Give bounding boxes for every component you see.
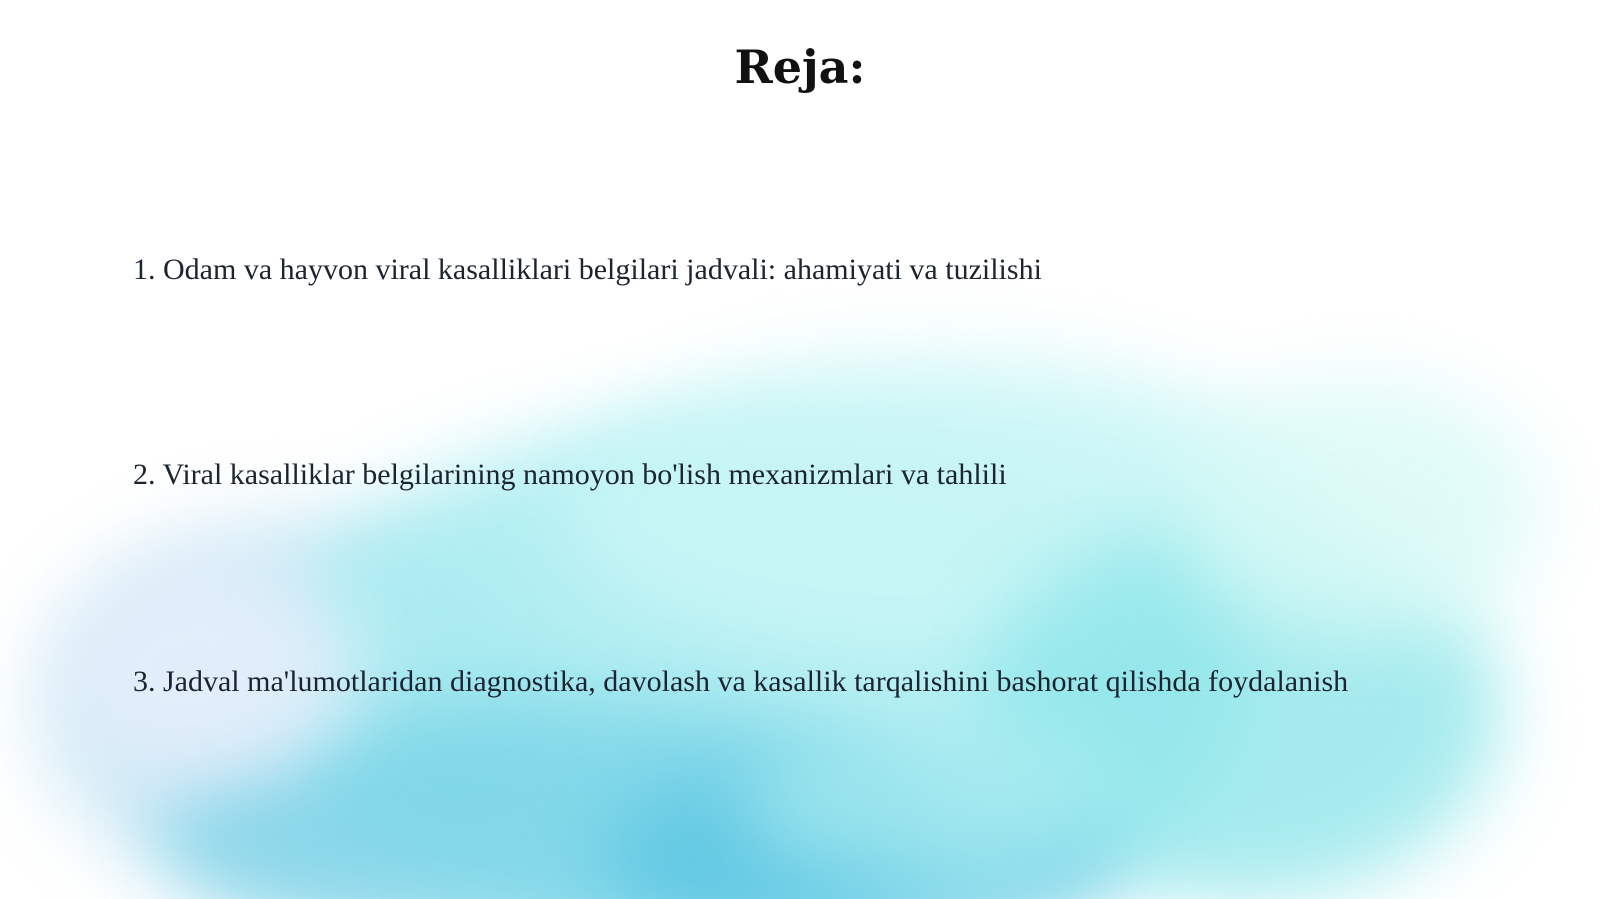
wash-blob <box>740 720 1120 880</box>
plan-item-2: 2. Viral kasalliklar belgilarining namoyon bo'lish mexanizmlari va tahlili <box>133 458 1007 491</box>
plan-item-3: 3. Jadval ma'lumotlaridan diagnostika, davolash va kasallik tarqalishini bashorat qilishda foydalanish <box>133 665 1349 698</box>
wash-blob <box>1180 380 1540 640</box>
plan-item-1: 1. Odam va hayvon viral kasalliklari belgilari jadvali: ahamiyati va tuzilishi <box>133 253 1042 286</box>
slide-title: Reja: <box>734 40 866 94</box>
